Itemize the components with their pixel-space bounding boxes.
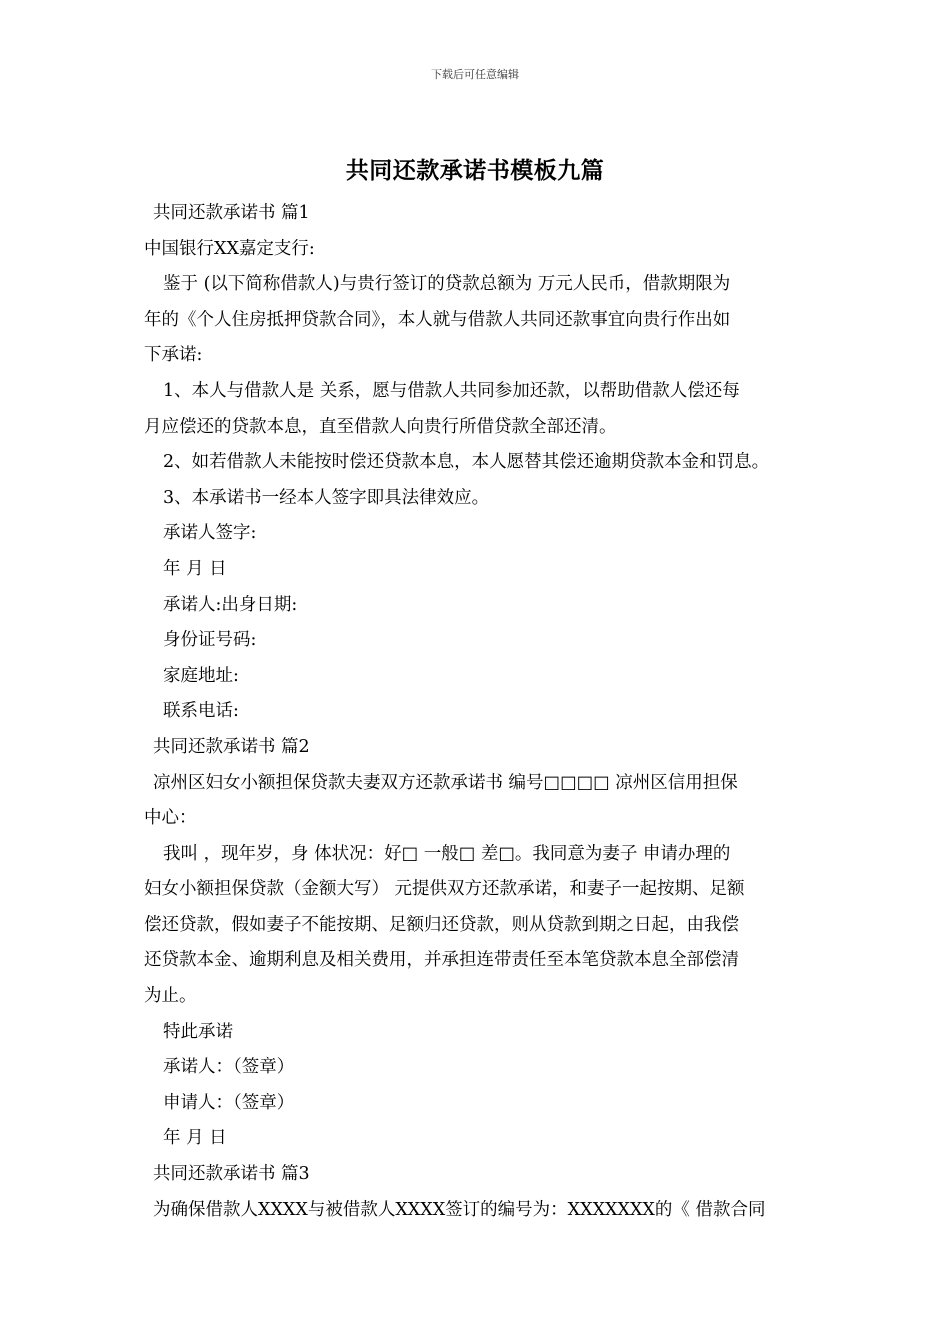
paragraph-line: 2、如若借款人未能按时偿还贷款本息，本人愿替其偿还逾期贷款本金和罚息。 (163, 452, 770, 473)
paragraph-line: 3、本承诺书一经本人签字即具法律效应。 (163, 487, 490, 508)
info-field: 承诺人:出身日期: (163, 594, 298, 615)
paragraph-line: 年的《个人住房抵押贷款合同》，本人就与借款人共同还款事宜向贵行作出如 (144, 309, 731, 330)
section-heading-1: 共同还款承诺书 篇1 (153, 203, 310, 223)
document-body (144, 196, 812, 1228)
section-heading-3: 共同还款承诺书 篇3 (153, 1164, 310, 1185)
paragraph-line: 1、本人与借款人是 关系，愿与借款人共同参加还款，以帮助借款人偿还每 (163, 380, 740, 401)
paragraph-line: 还贷款本金、逾期利息及相关费用，并承担连带责任至本笔贷款本息全部偿清 (144, 950, 739, 971)
header-note: 下载后可任意编辑 (431, 68, 519, 81)
paragraph-line: 月应偿还的贷款本息，直至借款人向贵行所借贷款全部还清。 (144, 416, 617, 437)
date-line: 年 月 日 (163, 558, 227, 579)
info-field: 身份证号码: (163, 630, 257, 651)
paragraph-line: 为确保借款人XXXX与被借款人XXXX签订的编号为：XXXXXXX的《 借款合同 (153, 1199, 766, 1220)
paragraph-line: 偿还贷款，假如妻子不能按期、足额归还贷款，则从贷款到期之日起，由我偿 (144, 914, 739, 935)
signature-label: 申请人：（签章） (163, 1092, 295, 1113)
paragraph-line: 为止。 (144, 986, 197, 1007)
paragraph-line: 鉴于 (以下简称借款人)与贵行签订的贷款总额为 万元人民币，借款期限为 (163, 274, 731, 295)
paragraph-line: 凉州区妇女小额担保贷款夫妻双方还款承诺书 编号□□□□ 凉州区信用担保 (153, 772, 738, 793)
document-title: 共同还款承诺书模板九篇 (345, 157, 605, 184)
paragraph-line: 下承诺: (144, 345, 203, 366)
paragraph-line: 中心： (144, 808, 197, 829)
info-field: 家庭地址: (163, 665, 239, 686)
paragraph-line: 我叫 ，现年岁，身 体状况：好□ 一般□ 差□。我同意为妻子 申请办理的 (163, 843, 731, 864)
date-line: 年 月 日 (163, 1128, 227, 1149)
paragraph-line: 中国银行XX嘉定支行: (144, 238, 315, 259)
paragraph-line: 妇女小额担保贷款（金额大写） 元提供双方还款承诺，和妻子一起按期、足额 (144, 879, 745, 900)
signature-label: 承诺人：（签章） (163, 1057, 295, 1078)
paragraph-line: 特此承诺 (163, 1021, 233, 1042)
info-field: 联系电话: (163, 701, 239, 722)
signature-label: 承诺人签字: (163, 523, 257, 544)
section-heading-2: 共同还款承诺书 篇2 (153, 736, 310, 757)
